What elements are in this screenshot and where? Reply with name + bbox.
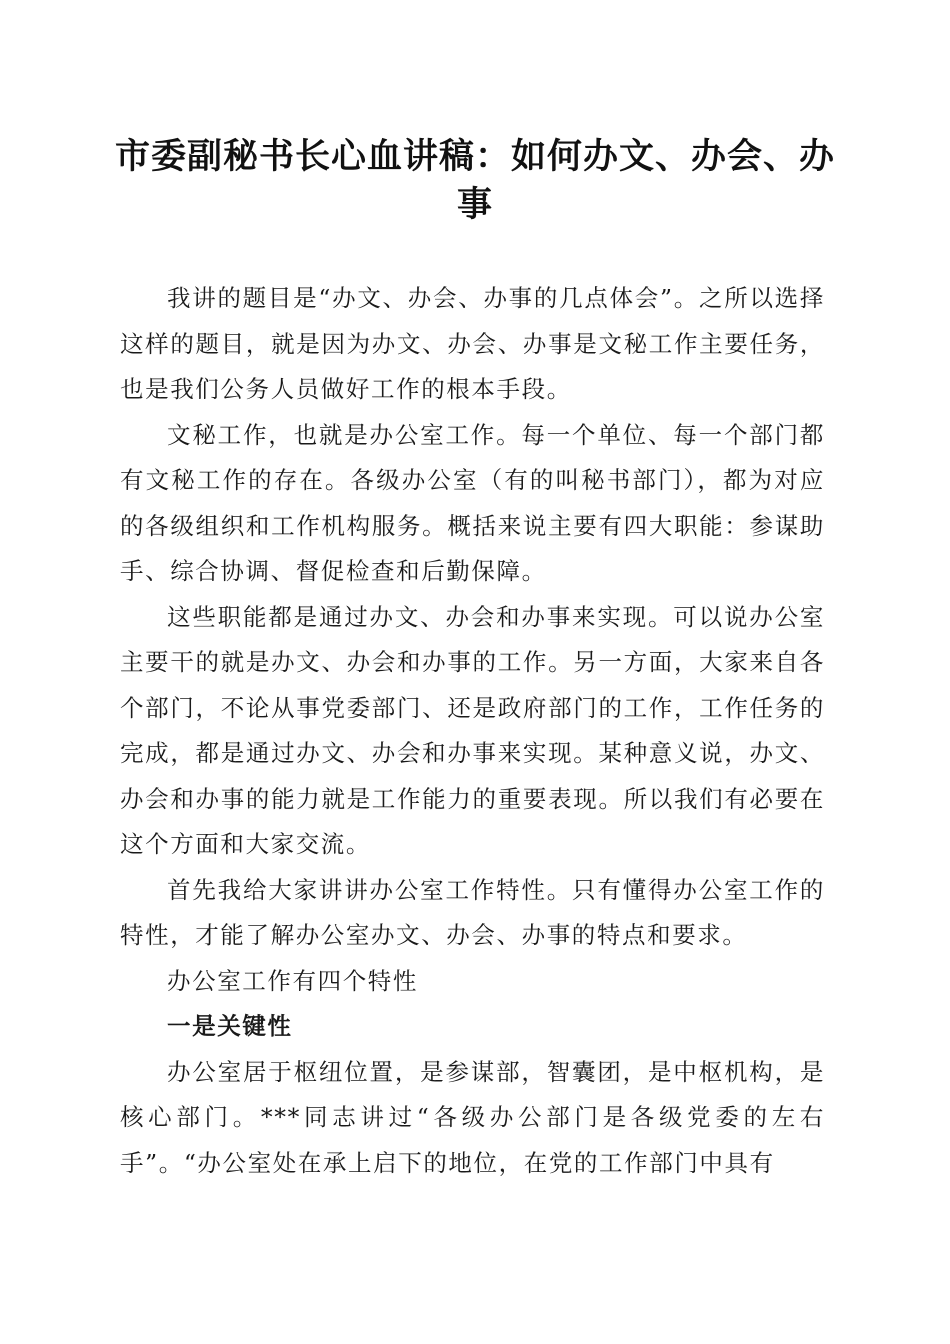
paragraph-four-characteristics: 办公室工作有四个特性 [167, 966, 418, 995]
section-heading-key-nature: 一是关键性 [167, 1012, 293, 1040]
paragraph-characteristics-intro: 首先我给大家讲讲办公室工作特性。只有懂得办公室工作的特性，才能了解办公室办文、办会、办事的特点和要求。 [120, 875, 825, 949]
document-title: 市委副秘书长心血讲稿：如何办文、办会、办事 [114, 136, 835, 225]
paragraph-functions: 这些职能都是通过办文、办会和办事来实现。可以说办公室主要干的就是办文、办会和办事的工作。另一方面，大家来自各个部门，不论从事党委部门、还是政府部门的工作，工作任务的完成，都是通过办文、办会和办事来实现。某种意义说，办文、办会和办事的能力就是工作能力的重要表现。所以我们有必要在这个方面和大家交流。 [120, 602, 825, 858]
paragraph-hub-position: 办公室居于枢纽位置，是参谋部，智囊团，是中枢机构，是核心部门。***同志讲过“各级办公部门是各级党委的左右手”。“办公室处在承上启下的地位，在党的工作部门中具有 [120, 1057, 825, 1177]
paragraph-office-work: 文秘工作，也就是办公室工作。每一个单位、每一个部门都有文秘工作的存在。各级办公室（有的叫秘书部门），都为对应的各级组织和工作机构服务。概括来说主要有四大职能：参谋助手、综合协调、督促检查和后勤保障。 [120, 420, 825, 585]
paragraph-topic: 我讲的题目是“办文、办会、办事的几点体会”。之所以选择这样的题目，就是因为办文、办会、办事是文秘工作主要任务，也是我们公务人员做好工作的根本手段。 [120, 284, 825, 403]
document-body [120, 276, 825, 1186]
